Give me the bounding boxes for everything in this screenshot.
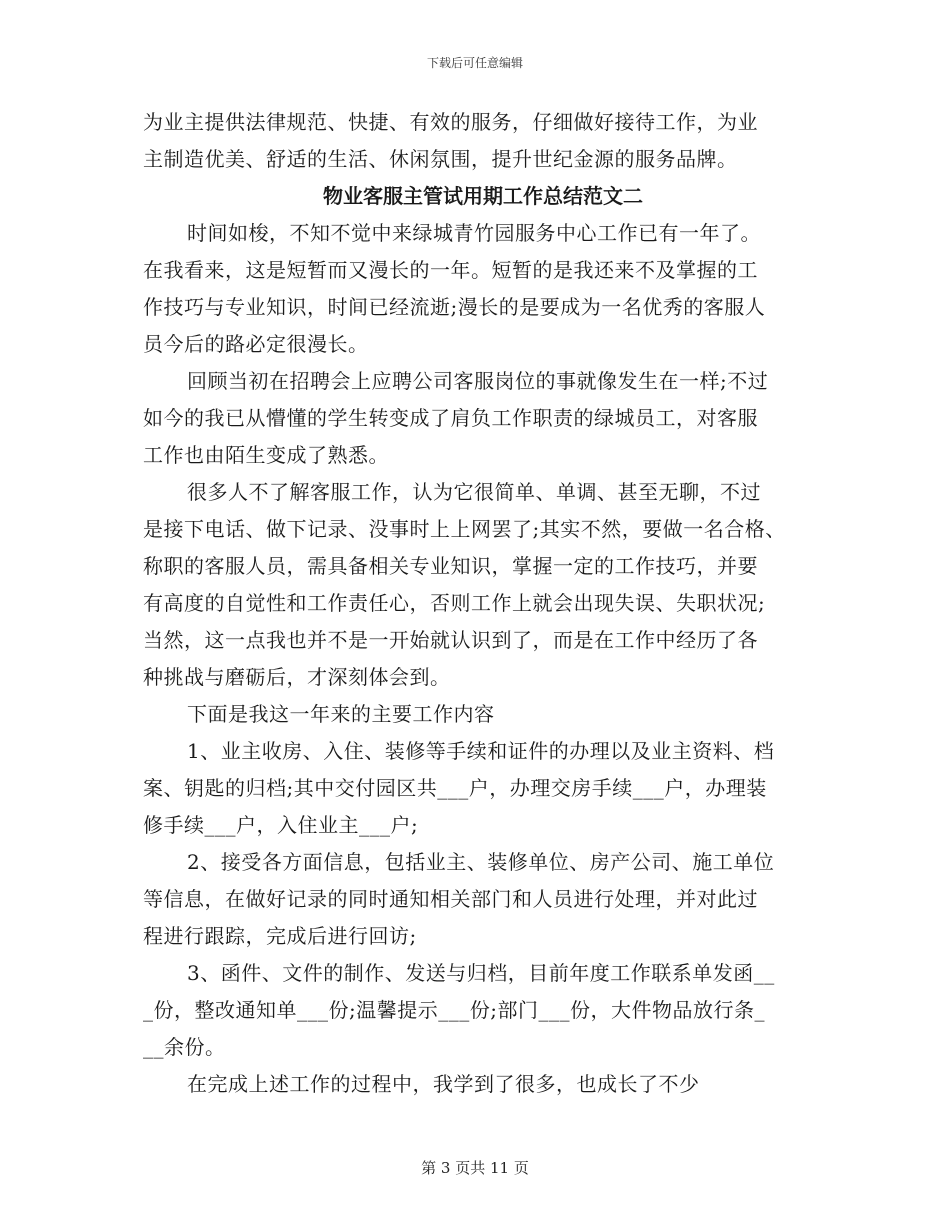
text-line: 称职的客服人员，需具备相关专业知识，掌握一定的工作技巧，并要 (143, 554, 758, 578)
document-body (143, 104, 823, 1103)
text-line: 当然，这一点我也并不是一开始就认识到了，而是在工作中经历了各 (143, 628, 758, 652)
text-line: 为业主提供法律规范、快捷、有效的服务，仔细做好接待工作，为业 (143, 110, 758, 134)
text-line: 修手续___户，入住业主___户; (143, 813, 419, 837)
text-line: 程进行跟踪，完成后进行回访; (143, 924, 417, 948)
text-line: 2、接受各方面信息，包括业主、装修单位、房产公司、施工单位 (187, 850, 775, 874)
text-line: 员今后的路必定很漫长。 (143, 332, 369, 356)
page-footer: 第 3 页共 11 页 (421, 1159, 529, 1177)
text-line: 主制造优美、舒适的生活、休闲氛围，提升世纪金源的服务品牌。 (143, 147, 738, 171)
text-line: 很多人不了解客服工作，认为它很简单、单调、甚至无聊，不过 (187, 480, 761, 504)
text-line: 等信息，在做好记录的同时通知相关部门和人员进行处理，并对此过 (143, 887, 758, 911)
section-title: 物业客服主管试用期工作总结范文二 (323, 184, 643, 208)
text-line: 在我看来，这是短暂而又漫长的一年。短暂的是我还来不及掌握的工 (143, 258, 758, 282)
text-line: 是接下电话、做下记录、没事时上上网罢了;其实不然，要做一名合格、 (143, 517, 786, 541)
page-header: 下载后可任意编辑 (426, 56, 523, 70)
text-line: 种挑战与磨砺后，才深刻体会到。 (143, 665, 451, 689)
text-line: __余份。 (143, 1035, 226, 1059)
text-line: 工作也由陌生变成了熟悉。 (143, 443, 389, 467)
text-line: 作技巧与专业知识，时间已经流逝;漫长的是要成为一名优秀的客服人 (143, 295, 766, 319)
text-line: 案、钥匙的归档;其中交付园区共___户，办理交房手续___户，办理装 (143, 776, 767, 800)
text-line: 3、函件、文件的制作、发送与归档，目前年度工作联系单发函__ (187, 961, 775, 985)
text-line: 1、业主收房、入住、装修等手续和证件的办理以及业主资料、档 (187, 739, 775, 763)
text-line: _份，整改通知单___份;温馨提示___份;部门___份，大件物品放行条_ (143, 998, 765, 1022)
text-line: 有高度的自觉性和工作责任心，否则工作上就会出现失误、失职状况; (143, 591, 766, 615)
text-line: 在完成上述工作的过程中，我学到了很多，也成长了不少 (187, 1072, 700, 1096)
text-line: 回顾当初在招聘会上应聘公司客服岗位的事就像发生在一样;不过 (187, 369, 769, 393)
text-line: 时间如梭，不知不觉中来绿城青竹园服务中心工作已有一年了。 (187, 221, 761, 245)
text-line: 下面是我这一年来的主要工作内容 (187, 702, 495, 726)
text-line: 如今的我已从懵懂的学生转变成了肩负工作职责的绿城员工，对客服 (143, 406, 758, 430)
